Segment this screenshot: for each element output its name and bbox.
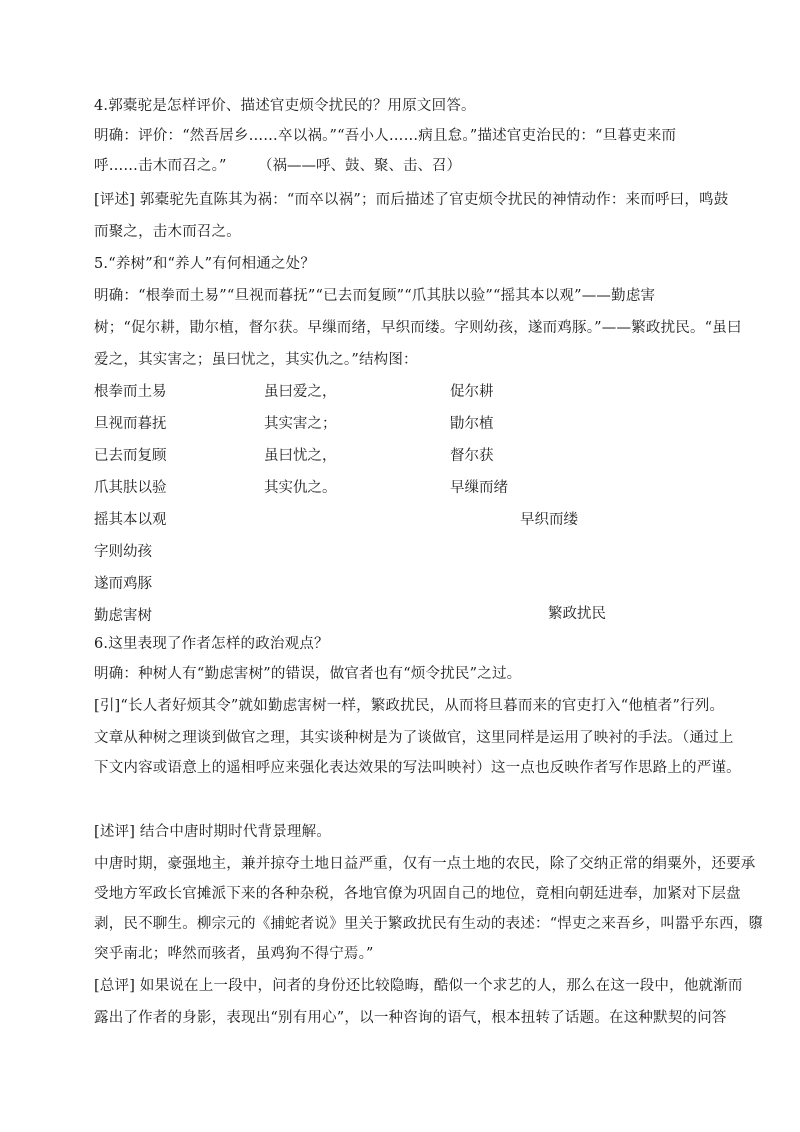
diagram-col3-item: 督尔获 xyxy=(450,448,494,464)
question-4-title: 4.郭橐驼是怎样评价、描述官吏烦令扰民的？用原文回答。 xyxy=(94,98,476,114)
diagram-col1-item: 字则幼孩 xyxy=(94,544,152,560)
question-6-title: 6.这里表现了作者怎样的政治观点？ xyxy=(94,636,329,652)
question-5-answer-line-1: 明确：“根拳而土易”“旦视而暮抚”“已去而复顾”“爪其肤以验”“摇其本以观”——勤虑害 xyxy=(94,288,656,304)
question-5-title: 5.“养树”和“养人”有何相通之处？ xyxy=(94,256,316,272)
zongping-line-2: 露出了作者的身影，表现出“别有用心”，以一种咨询的语气，根本扭转了话题。在这种默契的问答 xyxy=(94,1010,727,1026)
question-6-answer: 明确：种树人有“勤虑害树”的错误，做官者也有“烦令扰民”之过。 xyxy=(94,666,522,682)
question-6-reference-line-1: [引]“长人者好烦其令”就如勤虑害树一样，繁政扰民，从而将旦暮而来的官吏打入“他植者”行列。 xyxy=(94,698,725,714)
question-6-reference-line-3: 下文内容或语意上的遥相呼应来强化表达效果的写法叫映衬）这一点也反映作者写作思路上的严谨。 xyxy=(94,760,741,776)
diagram-col2-item: 虽曰爱之， xyxy=(264,384,337,400)
diagram-col3-item: 促尔耕 xyxy=(450,384,494,400)
diagram-col2-item: 其实仇之。 xyxy=(264,480,337,496)
shuping-paragraph-line-4: 突乎南北；哗然而骇者，虽鸡狗不得宁焉。” xyxy=(94,946,374,962)
diagram-col3-item: 繁政扰民 xyxy=(548,606,606,622)
question-4-answer-line-1: 明确：评价：“然吾居乡……卒以祸。”“吾小人……病且怠。”描述官吏治民的：“旦暮吏来而 xyxy=(94,128,677,144)
diagram-col1-item: 遂而鸡豚 xyxy=(94,576,152,592)
diagram-col1-item: 爪其肤以验 xyxy=(94,480,167,496)
shuping-paragraph-line-3: 剥，民不聊生。柳宗元的《捕蛇者说》里关于繁政扰民有生动的表述：“悍吏之来吾乡，叫嚣乎东西，隳 xyxy=(94,916,764,932)
shuping-paragraph-line-1: 中唐时期，豪强地主，兼并掠夺土地日益严重，仅有一点土地的农民，除了交纳正常的绢粟外，还要承 xyxy=(94,856,756,872)
diagram-col1-item: 已去而复顾 xyxy=(94,448,167,464)
question-6-reference-line-2: 文章从种树之理谈到做官之理，其实谈种树是为了谈做官，这里同样是运用了映衬的手法。（通过上 xyxy=(94,730,734,746)
question-5-answer-line-2: 树；“促尔耕，勖尔植，督尔获。早缫而绪，早织而缕。字则幼孩，遂而鸡豚。”——繁政扰民。“虽曰 xyxy=(94,320,742,336)
diagram-col1-item: 根拳而土易 xyxy=(94,384,167,400)
diagram-col1-item: 勤虑害树 xyxy=(94,608,152,624)
zongping-line-1: [总评] 如果说在上一段中，问者的身份还比较隐晦，酷似一个求艺的人，那么在这一段中，他就渐而 xyxy=(94,978,743,994)
question-4-answer-line-2: 呼……击木而召之。” xyxy=(94,158,227,174)
diagram-col3-item: 早缫而绪 xyxy=(450,480,508,496)
diagram-col1-item: 摇其本以观 xyxy=(94,512,167,528)
question-4-comment-line-1: [评述] 郭橐驼先直陈其为祸：“而卒以祸”；而后描述了官吏烦令扰民的神情动作：来而呼曰，鸣鼓 xyxy=(94,192,729,208)
diagram-col3-item: 早织而缕 xyxy=(520,512,578,528)
shuping-paragraph-line-2: 受地方军政长官摊派下来的各种杂税，各地官僚为巩固自己的地位，竟相向朝廷进奉，加紧对下层盘 xyxy=(94,886,741,902)
question-5-answer-line-3: 爱之，其实害之；虽曰忧之，其实仇之。”结构图： xyxy=(94,352,418,368)
diagram-col3-item: 勖尔植 xyxy=(450,416,494,432)
diagram-col2-item: 虽曰忧之， xyxy=(264,448,337,464)
question-4-answer-note: （祸——呼、鼓、聚、击、召） xyxy=(258,158,461,174)
diagram-col1-item: 旦视而暮抚 xyxy=(94,416,167,432)
shuping-label: [述评] 结合中唐时期时代背景理解。 xyxy=(94,824,332,840)
question-4-comment-line-2: 而聚之，击木而召之。 xyxy=(94,224,241,240)
diagram-col2-item: 其实害之； xyxy=(264,416,337,432)
